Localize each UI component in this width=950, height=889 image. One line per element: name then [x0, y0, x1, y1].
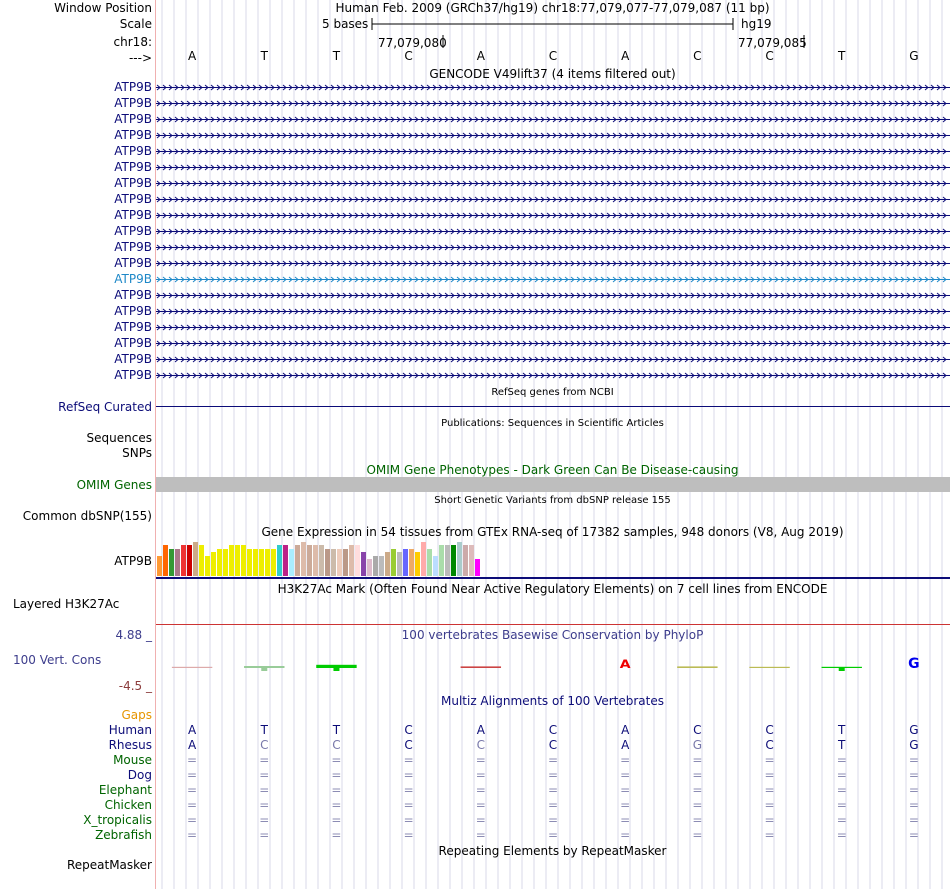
publications-track-title[interactable]: Publications: Sequences in Scientific Articles	[441, 418, 664, 429]
alignment-base: =	[331, 753, 342, 767]
h3k27ac-track-label[interactable]: Layered H3K27Ac	[13, 597, 120, 611]
alignment-base: =	[836, 783, 847, 797]
gencode-transcript-line	[156, 85, 950, 90]
alignment-base: C	[693, 723, 702, 737]
strand-label: --->	[128, 51, 152, 65]
base-letter: A	[476, 49, 485, 63]
alignment-base: =	[475, 753, 486, 767]
dbsnp-track-label[interactable]: Common dbSNP(155)	[22, 509, 152, 523]
scale-bar-text: 5 bases	[322, 17, 369, 31]
gencode-gene-label[interactable]: ATP9B	[114, 208, 152, 222]
conservation-base-mark	[677, 666, 717, 668]
alignment-base: =	[259, 783, 270, 797]
alignment-base: =	[547, 828, 559, 842]
alignment-base: =	[764, 813, 775, 827]
gtex-tissue-bar[interactable]	[415, 552, 420, 576]
alignment-base: =	[187, 768, 198, 782]
gtex-tissue-bar[interactable]	[265, 549, 270, 576]
alignment-base: =	[403, 783, 414, 797]
gtex-tissue-bar[interactable]	[391, 549, 396, 576]
alignment-base: A	[187, 723, 197, 737]
gtex-tissue-bar[interactable]	[457, 542, 462, 576]
alignment-base: =	[764, 798, 775, 812]
dbsnp-track-title[interactable]: Short Genetic Variants from dbSNP release 155	[434, 495, 671, 506]
gtex-tissue-bar[interactable]	[439, 545, 444, 576]
assembly-position-text: Human Feb. 2009 (GRCh37/hg19) chr18:77,079,077-77,079,087 (11 bp)	[335, 1, 770, 15]
alignment-base: =	[475, 798, 486, 812]
gtex-tissue-bar[interactable]	[157, 556, 162, 576]
repeatmasker-track-title[interactable]: Repeating Elements by RepeatMasker	[438, 844, 667, 858]
alignment-base: A	[476, 723, 485, 737]
species-label[interactable]: Dog	[127, 768, 152, 782]
gtex-track-label[interactable]: ATP9B	[114, 554, 152, 568]
alignment-base: =	[692, 798, 703, 812]
gencode-transcript-line	[156, 325, 950, 330]
gencode-gene-label[interactable]: ATP9B	[114, 160, 152, 174]
conservation-min-value: -4.5 _	[118, 679, 152, 693]
gencode-transcript-line	[156, 341, 950, 346]
omim-track-title[interactable]: OMIM Gene Phenotypes - Dark Green Can Be Disease-causing	[366, 463, 739, 477]
chrom-label: chr18:	[113, 35, 152, 49]
gencode-transcript-line	[156, 213, 950, 218]
alignment-base: =	[692, 813, 703, 827]
gtex-tissue-bar[interactable]	[427, 549, 432, 576]
species-label[interactable]: Rhesus	[108, 738, 152, 752]
gencode-gene-label[interactable]: ATP9B	[114, 320, 152, 334]
scale-db-text: hg19	[741, 17, 772, 31]
gencode-transcript-line	[156, 149, 950, 154]
repeatmasker-track-label[interactable]: RepeatMasker	[66, 858, 152, 872]
gtex-tissue-bar[interactable]	[445, 545, 450, 576]
alignment-base: =	[836, 753, 847, 767]
alignment-base: =	[908, 798, 919, 812]
alignment-base: =	[331, 798, 342, 812]
gtex-tissue-bar[interactable]	[325, 549, 330, 576]
gtex-tissue-bar[interactable]	[379, 556, 384, 576]
gtex-tissue-bar[interactable]	[421, 542, 426, 576]
gtex-tissue-bar[interactable]	[229, 545, 234, 576]
alignment-base: C	[404, 723, 413, 737]
h3k27ac-track-title[interactable]: H3K27Ac Mark (Often Found Near Active Regulatory Elements) on 7 cell lines from ENCODE	[277, 582, 828, 596]
alignment-base: =	[692, 753, 703, 767]
h3k27ac-baseline	[156, 624, 950, 625]
gencode-gene-label[interactable]: ATP9B	[114, 368, 152, 382]
gtex-tissue-bar[interactable]	[193, 542, 198, 576]
alignment-base: =	[187, 828, 198, 842]
gtex-tissue-bar[interactable]	[355, 545, 360, 576]
species-label[interactable]: Elephant	[98, 783, 152, 797]
alignment-base: =	[187, 783, 198, 797]
alignment-base: C	[765, 723, 774, 737]
gtex-tissue-bar[interactable]	[223, 549, 228, 576]
gencode-transcript-line	[156, 245, 950, 250]
gtex-tissue-bar[interactable]	[283, 545, 288, 576]
gtex-tissue-bar[interactable]	[217, 549, 222, 576]
svg-text:A: A	[619, 657, 631, 671]
gaps-label[interactable]: Gaps	[121, 708, 152, 722]
alignment-base: =	[692, 828, 703, 842]
alignment-base: =	[187, 813, 198, 827]
alignment-base: =	[403, 828, 414, 842]
gencode-transcript-line	[156, 101, 950, 106]
alignment-base: =	[620, 783, 631, 797]
refseq-track-title[interactable]: RefSeq genes from NCBI	[491, 387, 614, 398]
gencode-transcript-line	[156, 357, 950, 362]
base-letter: A	[621, 49, 630, 63]
omim-track-label[interactable]: OMIM Genes	[76, 478, 152, 492]
gencode-transcript-line	[156, 277, 950, 282]
gtex-tissue-bar[interactable]	[163, 545, 168, 576]
alignment-base: T	[838, 723, 846, 737]
gencode-transcript-line	[156, 133, 950, 138]
conservation-base-mark	[172, 667, 212, 668]
gencode-transcript-line	[156, 309, 950, 314]
species-label[interactable]: X_tropicalis	[83, 813, 152, 827]
gtex-tissue-bar[interactable]	[187, 545, 192, 576]
species-label[interactable]: Mouse	[113, 753, 152, 767]
alignment-base: =	[475, 768, 486, 782]
gtex-tissue-bar[interactable]	[199, 545, 204, 576]
gtex-tissue-bar[interactable]	[241, 545, 246, 576]
alignment-base: =	[187, 753, 198, 767]
gencode-gene-label[interactable]: ATP9B	[114, 336, 152, 350]
alignment-base: C	[404, 738, 413, 752]
gencode-gene-label[interactable]: ATP9B	[114, 192, 152, 206]
gtex-tissue-bar[interactable]	[373, 556, 378, 576]
alignment-base: =	[547, 783, 559, 797]
alignment-base: =	[403, 753, 414, 767]
base-letter: C	[765, 49, 774, 63]
coordinate-label: 77,079,085	[738, 36, 807, 50]
gencode-track-title[interactable]: GENCODE V49lift37 (4 items filtered out)	[429, 67, 676, 81]
alignment-base: =	[259, 813, 270, 827]
conservation-base-mark	[244, 666, 284, 671]
conservation-base-mark	[620, 657, 631, 670]
conservation-base-mark	[749, 667, 789, 668]
base-letter: C	[548, 49, 558, 63]
base-letter: T	[332, 49, 341, 63]
alignment-base: =	[836, 828, 847, 842]
alignment-base: G	[909, 723, 919, 737]
alignment-base: =	[331, 768, 342, 782]
gtex-tissue-bar[interactable]	[277, 545, 282, 576]
base-letter: A	[187, 49, 197, 63]
gtex-tissue-bar[interactable]	[253, 549, 258, 576]
gencode-gene-label[interactable]: ATP9B	[114, 272, 152, 286]
alignment-base: A	[621, 738, 630, 752]
gtex-tissue-bar[interactable]	[205, 556, 210, 576]
gtex-baseline	[156, 577, 950, 579]
sequences-track-label[interactable]: Sequences	[86, 431, 152, 445]
gtex-tissue-bar[interactable]	[271, 549, 276, 576]
alignment-base: =	[908, 828, 919, 842]
gtex-tissue-bar[interactable]	[307, 545, 312, 576]
alignment-base: =	[908, 768, 919, 782]
alignment-base: C	[260, 738, 269, 752]
gencode-transcript-line	[156, 197, 950, 202]
alignment-base: =	[620, 753, 631, 767]
alignment-base: =	[403, 768, 414, 782]
alignment-base: =	[764, 783, 775, 797]
alignment-base: =	[764, 768, 775, 782]
alignment-base: T	[838, 738, 846, 752]
alignment-base: =	[259, 768, 270, 782]
alignment-base: A	[187, 738, 197, 752]
alignment-base: G	[909, 738, 919, 752]
alignment-base: T	[332, 723, 341, 737]
alignment-base: =	[403, 798, 414, 812]
alignment-base: =	[403, 813, 414, 827]
alignment-base: =	[908, 813, 919, 827]
alignment-base: =	[547, 753, 559, 767]
gtex-tissue-bar[interactable]	[211, 552, 216, 576]
species-label[interactable]: Human	[108, 723, 152, 737]
alignment-base: =	[331, 813, 342, 827]
gtex-tissue-bar[interactable]	[169, 549, 174, 576]
gencode-gene-label[interactable]: ATP9B	[114, 80, 152, 94]
gtex-tissue-bar[interactable]	[301, 542, 306, 576]
gencode-transcript-line	[156, 117, 950, 122]
gtex-tissue-bar[interactable]	[349, 545, 354, 576]
gencode-gene-label[interactable]: ATP9B	[114, 96, 152, 110]
conservation-base-mark	[461, 666, 501, 668]
svg-text:G: G	[908, 656, 920, 672]
gtex-tissue-bar[interactable]	[367, 559, 372, 576]
conservation-base-mark	[822, 667, 862, 671]
alignment-base: A	[621, 723, 630, 737]
gtex-tissue-bar[interactable]	[385, 552, 390, 576]
gtex-tissue-bar[interactable]	[259, 549, 264, 576]
alignment-base: =	[259, 828, 270, 842]
gencode-gene-label[interactable]: ATP9B	[114, 112, 152, 126]
alignment-base: =	[475, 813, 486, 827]
gtex-tissue-bar[interactable]	[319, 545, 324, 576]
gencode-gene-label[interactable]: ATP9B	[114, 240, 152, 254]
omim-gene-bar[interactable]	[156, 477, 950, 492]
gencode-transcript-line	[156, 261, 950, 266]
gencode-transcript-line	[156, 165, 950, 170]
alignment-base: C	[548, 738, 558, 752]
gencode-gene-label[interactable]: ATP9B	[114, 304, 152, 318]
species-label[interactable]: Chicken	[104, 798, 152, 812]
gtex-tissue-bar[interactable]	[433, 556, 438, 576]
base-letter: T	[260, 49, 268, 63]
gtex-tissue-bar[interactable]	[361, 552, 366, 576]
alignment-base: =	[547, 768, 559, 782]
alignment-base: =	[692, 783, 703, 797]
alignment-base: =	[475, 783, 486, 797]
gencode-gene-label[interactable]: ATP9B	[114, 224, 152, 238]
alignment-base: =	[908, 783, 919, 797]
alignment-base: =	[908, 753, 919, 767]
gtex-tissue-bar[interactable]	[295, 545, 300, 576]
gtex-tissue-bar[interactable]	[313, 545, 318, 576]
alignment-base: C	[548, 723, 558, 737]
alignment-base: =	[187, 798, 198, 812]
alignment-base: =	[764, 753, 775, 767]
alignment-base: =	[547, 813, 559, 827]
gtex-tissue-bar[interactable]	[403, 549, 408, 576]
snps-track-label[interactable]: SNPs	[122, 446, 152, 460]
gtex-tissue-bar[interactable]	[337, 549, 342, 576]
base-letter: C	[693, 49, 702, 63]
species-label[interactable]: Zebrafish	[95, 828, 152, 842]
multiz-track-title[interactable]: Multiz Alignments of 100 Vertebrates	[440, 694, 665, 708]
gencode-gene-label[interactable]: ATP9B	[114, 352, 152, 366]
base-letter: C	[404, 49, 413, 63]
base-letter: G	[909, 49, 919, 63]
gencode-transcript-line	[156, 293, 950, 298]
gtex-tissue-bar[interactable]	[235, 545, 240, 576]
gtex-tissue-bar[interactable]	[451, 545, 456, 576]
alignment-base: =	[547, 798, 559, 812]
alignment-base: =	[620, 828, 631, 842]
alignment-base: C	[332, 738, 341, 752]
gencode-transcript-line	[156, 181, 950, 186]
gtex-track-title[interactable]: Gene Expression in 54 tissues from GTEx RNA-seq of 17382 samples, 948 donors (V8, Aug 2019)	[261, 525, 844, 539]
gtex-tissue-bar[interactable]	[469, 545, 474, 576]
alignment-base: T	[260, 723, 268, 737]
gencode-transcript-line	[156, 373, 950, 378]
conservation-track-label[interactable]: 100 Vert. Cons	[13, 653, 102, 667]
conservation-base-mark	[316, 665, 356, 671]
gtex-tissue-bar[interactable]	[181, 545, 186, 576]
alignment-base: =	[692, 768, 703, 782]
alignment-base: =	[764, 828, 775, 842]
alignment-base: =	[620, 798, 631, 812]
coordinate-label: 77,079,080	[378, 36, 447, 50]
gtex-tissue-bar[interactable]	[175, 549, 180, 576]
alignment-base: =	[331, 828, 342, 842]
gtex-tissue-bar[interactable]	[247, 549, 252, 576]
alignment-base: =	[259, 753, 270, 767]
scale-label: Scale	[119, 17, 152, 31]
gtex-tissue-bar[interactable]	[409, 549, 414, 576]
gencode-gene-label[interactable]: ATP9B	[114, 144, 152, 158]
gencode-gene-label[interactable]: ATP9B	[114, 288, 152, 302]
refseq-track-label[interactable]: RefSeq Curated	[58, 400, 152, 414]
gtex-tissue-bar[interactable]	[397, 552, 402, 576]
gtex-tissue-bar[interactable]	[331, 549, 336, 576]
alignment-base: C	[765, 738, 774, 752]
gtex-tissue-bar[interactable]	[343, 549, 348, 576]
base-letter: T	[838, 49, 846, 63]
gencode-gene-label[interactable]: ATP9B	[114, 128, 152, 142]
alignment-base: C	[476, 738, 485, 752]
gencode-gene-label[interactable]: ATP9B	[114, 256, 152, 270]
alignment-base: G	[692, 738, 703, 752]
conservation-base-mark	[908, 656, 920, 672]
alignment-base: =	[475, 828, 486, 842]
alignment-base: =	[620, 813, 631, 827]
alignment-base: =	[620, 768, 631, 782]
gtex-tissue-bar[interactable]	[475, 559, 480, 576]
conservation-max-value: 4.88 _	[115, 628, 152, 642]
gencode-gene-label[interactable]: ATP9B	[114, 176, 152, 190]
alignment-base: =	[259, 798, 270, 812]
conservation-track-title[interactable]: 100 vertebrates Basewise Conservation by PhyloP	[401, 628, 704, 642]
gtex-tissue-bar[interactable]	[463, 545, 468, 576]
alignment-base: =	[836, 798, 847, 812]
alignment-base: =	[836, 813, 847, 827]
alignment-base: =	[331, 783, 342, 797]
alignment-base: =	[836, 768, 847, 782]
gtex-tissue-bar[interactable]	[289, 549, 294, 576]
window-position-label: Window Position	[54, 1, 152, 15]
gencode-transcript-line	[156, 229, 950, 234]
